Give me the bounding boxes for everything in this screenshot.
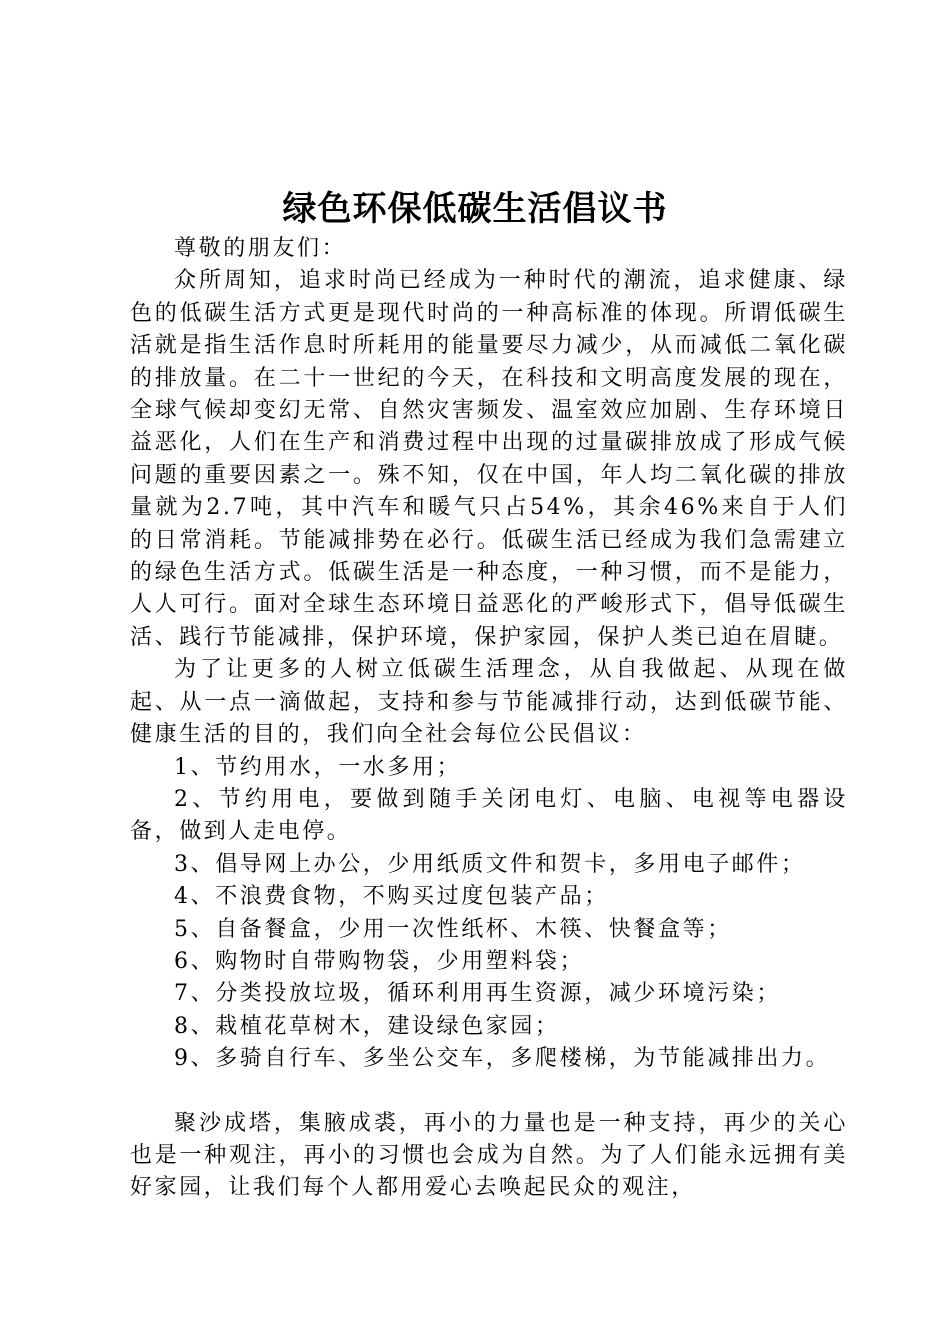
- paragraph-spacer: [130, 1076, 848, 1108]
- proposal-item: 7、分类投放垃圾，循环利用再生资源，减少环境污染；: [174, 981, 781, 1007]
- proposal-item: 3、倡导网上办公，少用纸质文件和贺卡，多用电子邮件；: [174, 851, 806, 877]
- greeting: 尊敬的朋友们：: [174, 236, 347, 261]
- proposal-item: 5、自备餐盒，少用一次性纸杯、木筷、快餐盒等；: [174, 916, 732, 942]
- proposal-item: 8、栽植花草树木，建设绿色家园；: [174, 1013, 560, 1039]
- proposal-item: 2、节约用电，要做到随手关闭电灯、电脑、电视等电器设备，做到人走电停。: [130, 786, 848, 845]
- proposal-item: 9、多骑自行车、多坐公交车，多爬楼梯，为节能减排出力。: [174, 1046, 831, 1072]
- document-body: [130, 233, 848, 1205]
- proposal-item: 1、节约用水，一水多用；: [174, 754, 462, 780]
- paragraph-closing: 聚沙成塔，集腋成裘，再小的力量也是一种支持，再少的关心也是一种观注，再小的习惯也会成为自然。为了人们能永远拥有美好家园，让我们每个人都用爱心去唤起民众的观注，: [130, 1110, 848, 1201]
- paragraph-intro: 众所周知，追求时尚已经成为一种时代的潮流，追求健康、绿色的低碳生活方式更是现代时尚的一种高标准的体现。所谓低碳生活就是指生活作息时所耗用的能量要尽力减少，从而减低二氧化碳的排放量。在二十一世纪的今天，在科技和文明高度发展的现在，全球气候却变幻无常、自然灾害频发、温室效应加剧、生存环境日益恶化，人们在生产和消费过程中出现的过量碳排放成了形成气候问题的重要因素之一。殊不知，仅在中国，年人均二氧化碳的排放量就为2.7吨，其中汽车和暖气只占54%，其余46%来自于人们的日常消耗。节能减排势在必行。低碳生活已经成为我们急需建立的绿色生活方式。低碳生活是一种态度，一种习惯，而不是能力，人人可行。面对全球生态环境日益恶化的严峻形式下，倡导低碳生活、践行节能减排，保护环境，保护家园，保护人类已迫在眉睫。: [130, 268, 848, 650]
- paragraph-proposal: 为了让更多的人树立低碳生活理念，从自我做起、从现在做起、从一点一滴做起，支持和参与节能减排行动，达到低碳节能、健康生活的目的，我们向全社会每位公民倡议：: [130, 657, 848, 748]
- proposal-item: 4、不浪费食物，不购买过度包装产品；: [174, 884, 609, 910]
- document-title: 绿色环保低碳生活倡议书: [282, 189, 668, 229]
- proposal-item: 6、购物时自带购物袋，少用塑料袋；: [174, 948, 585, 974]
